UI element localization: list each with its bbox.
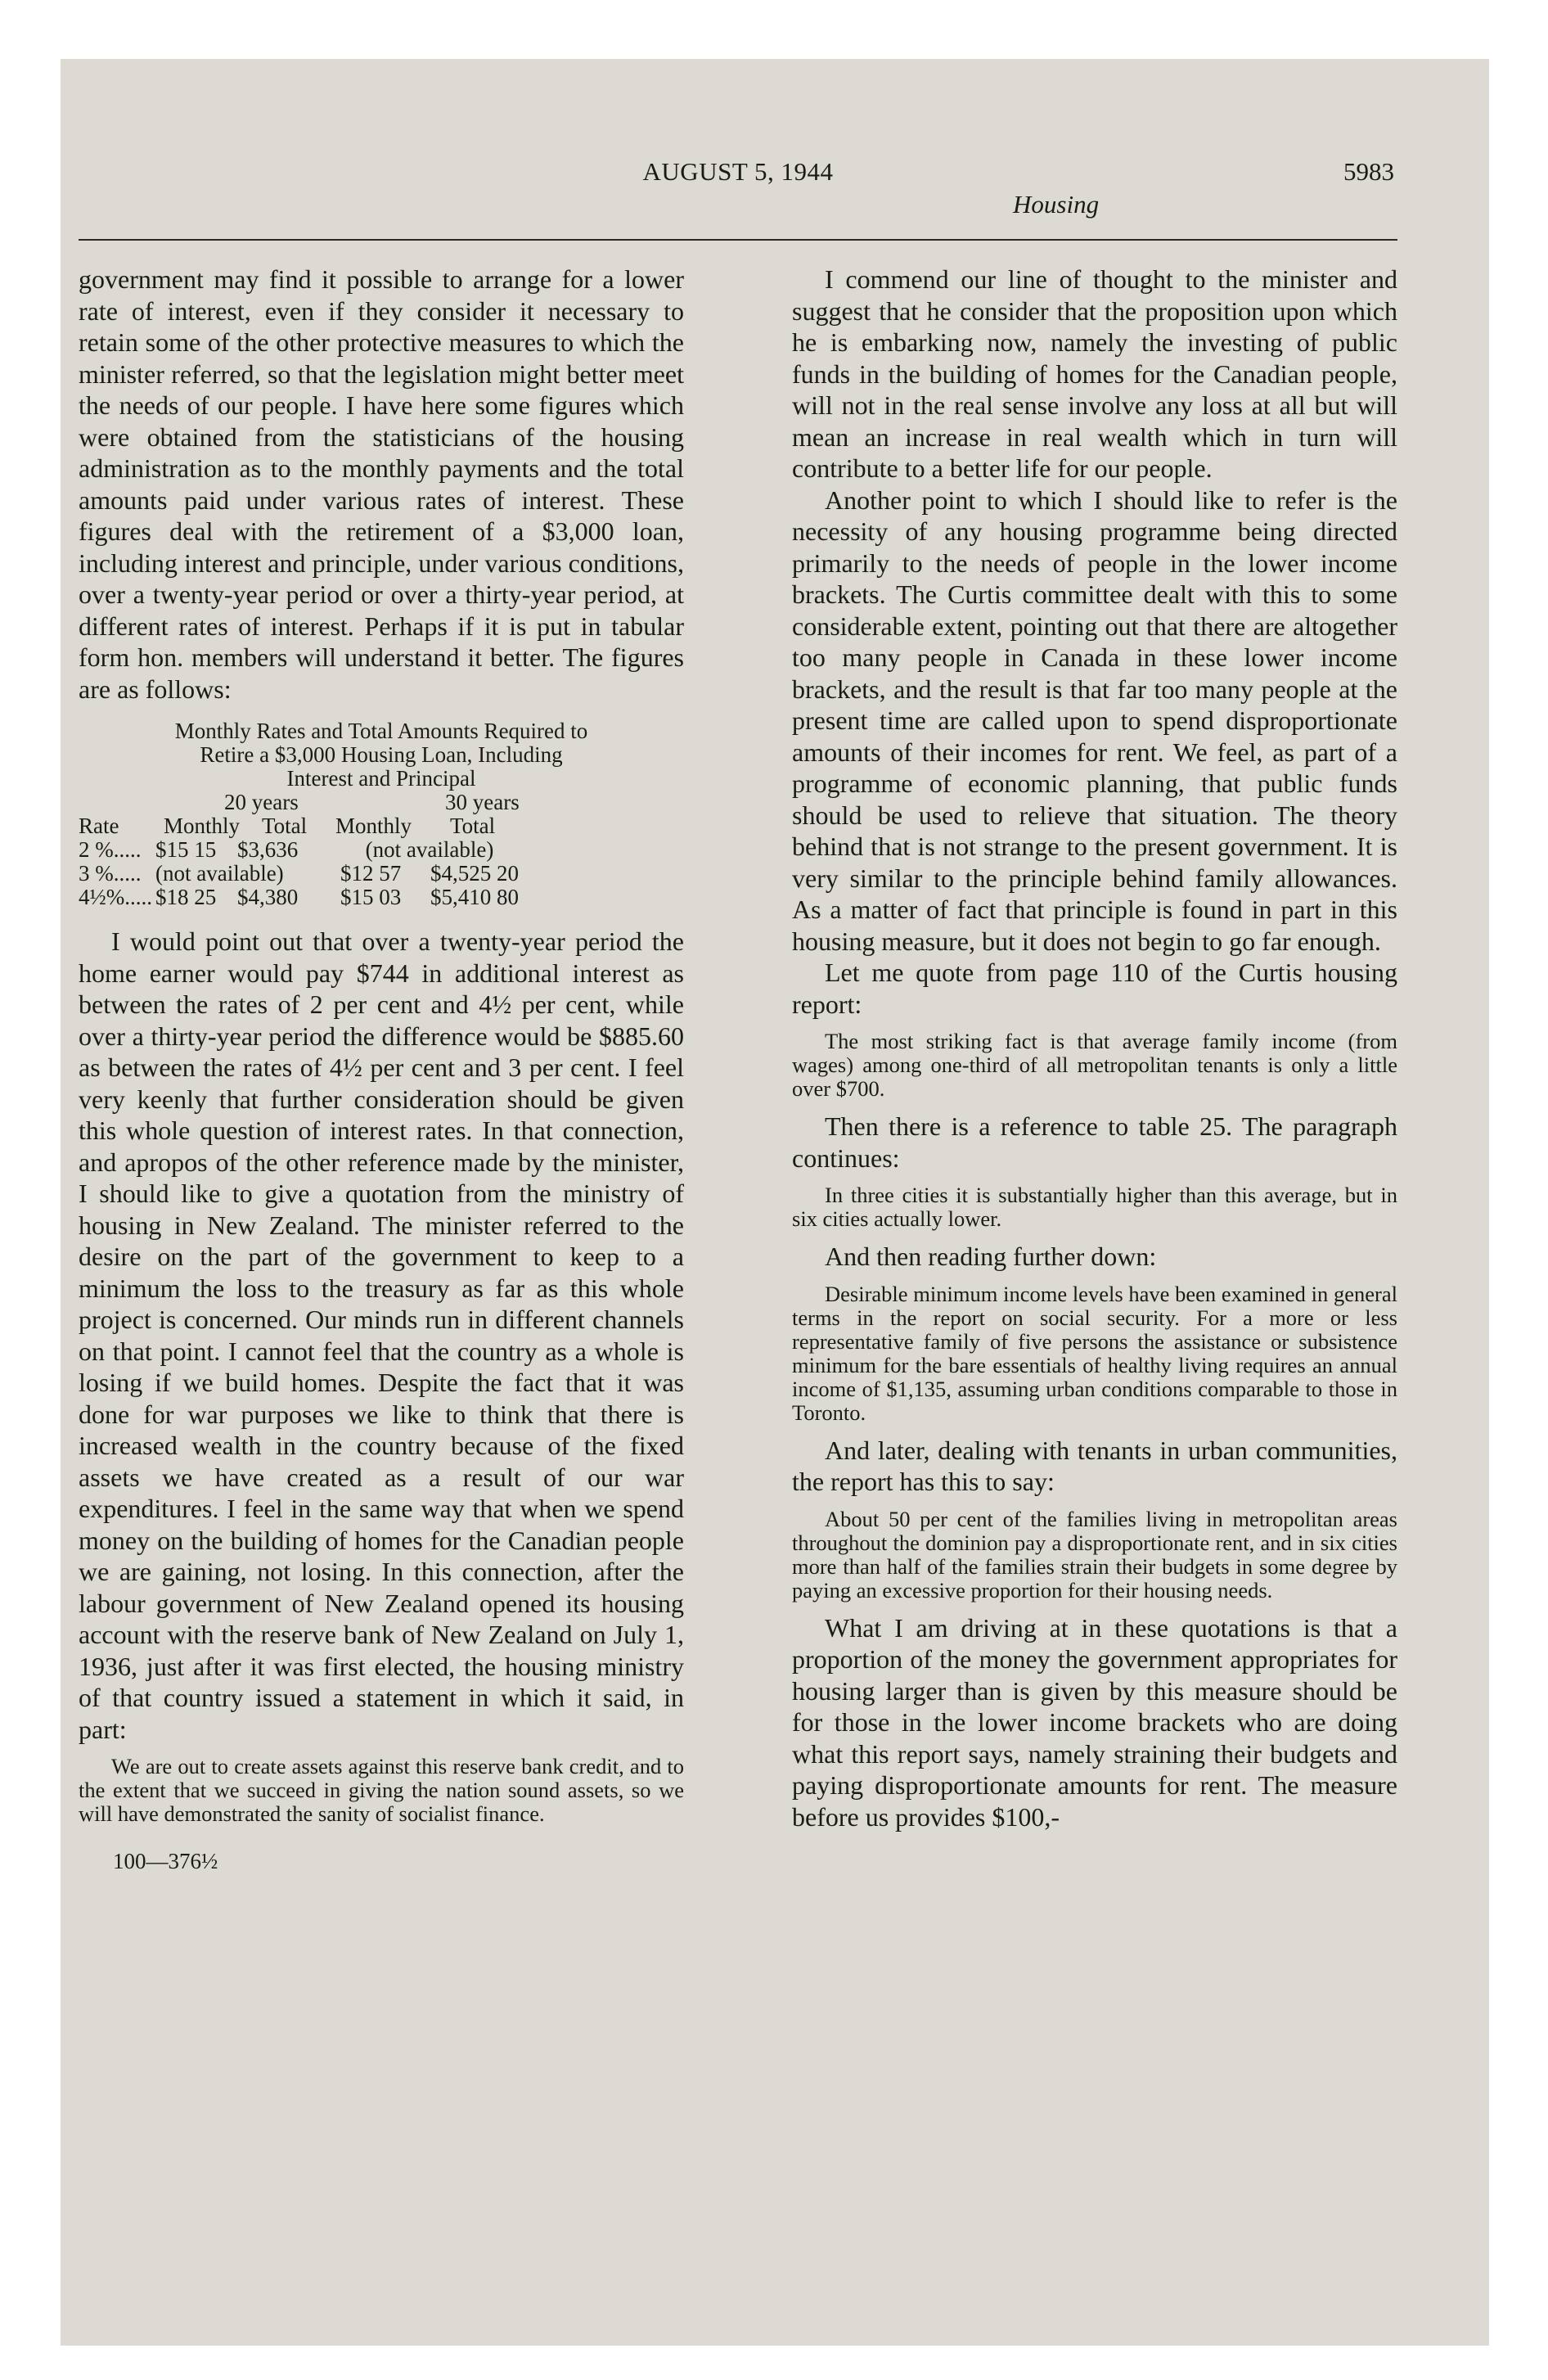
paragraph: I would point out that over a twenty-year period the home earner would pay $744 in additional interest as between the rates of 2 per cent and 4½ per cent, while over a thirty-year period the difference would be $885.60 as between the rates of 4½ per cent and 3 per cent. I feel very keenly that further consideration should be given this whole question of interest rates. In that connection, and apropos of the other reference made by the minister, I should like to give a quotation from the ministry of housing in New Zealand. The minister referred to the desire on the part of the government to keep to a minimum the loss to the treasury as far as this whole project is concerned. Our minds run in different channels on that point. I cannot feel that the country as a whole is losing if we build homes. Despite the fact that it was done for war purposes we like to think that there is increased wealth in the country because of the fixed assets we have created as a result of our war expenditures. I feel in the same way that when we spend money on the building of homes for the Canadian people we are gaining, not losing. In this connection, after the labour government of New Zealand opened its housing account with the reserve bank of New Zealand on July 1, 1936, just after it was first elected, the housing ministry of that country issued a statement in which it said, in part: [79, 926, 684, 1744]
table-cell-total-20: $4,380 [237, 885, 299, 909]
table-title-line: Interest and Principal [286, 766, 476, 791]
table-cell-total-20: $3,636 [237, 837, 299, 862]
paragraph: Then there is a reference to table 25. The paragraph continues: [792, 1111, 1397, 1173]
paragraph: What I am driving at in these quotations is that a proportion of the money the government appropriates for housing larger than is given by this measure should be for those in the lower income brackets who are doing what this report says, namely straining their budgets and paying disproportionate amounts for rent. The measure before us provides $100,- [792, 1612, 1397, 1832]
table-title-line: Retire a $3,000 Housing Loan, Including [200, 742, 563, 767]
col-header-total-20: Total [262, 814, 308, 838]
table-cell-total-30: $5,410 80 [430, 885, 519, 909]
printer-signature-mark: 100—376½ [113, 1849, 218, 1873]
block-quote: About 50 per cent of the families living in metropolitan areas throughout the dominion pay a disproportionate rent, and in six cities more than half of the families strain their budgets in some degree by paying an excessive proportion for their housing needs. [792, 1506, 1397, 1602]
paragraph: Let me quote from page 110 of the Curtis housing report: [792, 958, 1397, 1019]
table-cell-rate: 4½%..... [79, 885, 152, 909]
block-quote: The most striking fact is that average family income (from wages) among one-third of all metropolitan tenants is only a little over $700. [792, 1029, 1397, 1101]
paragraph: government may find it possible to arrange for a lower rate of interest, even if they consider it necessary to retain some of the other protective measures to which the minister referred, so that the legislation might better meet the needs of our people. I have here some figures which were obtained from the statisticians of the housing administration as to the monthly payments and the total amounts paid under various rates of interest. These figures deal with the retirement of a $3,000 loan, including interest and principle, under various conditions, over a twenty-year period or over a thirty-year period, at different rates of interest. Perhaps if it is put in tabular form hon. members will understand it better. The figures are as follows: [79, 264, 684, 704]
period-20-years: 20 years [224, 790, 299, 814]
paragraph: And later, dealing with tenants in urban communities, the report has this to say: [792, 1435, 1397, 1496]
table-cell-not-available-20: (not available) [155, 861, 284, 886]
table-cell-rate: 3 %..... [79, 861, 142, 886]
loan-rates-table [79, 719, 684, 909]
table-cell-monthly-20: $18 25 [155, 885, 217, 909]
block-quote: In three cities it is substantially higher than this average, but in six cities actually lower. [792, 1183, 1397, 1231]
table-cell-monthly-30: $15 03 [340, 885, 402, 909]
col-header-monthly-30: Monthly [335, 814, 412, 838]
table-period-headers [224, 791, 684, 814]
document-page [79, 90, 1397, 2259]
table-cell-not-available-30: (not available) [365, 837, 494, 862]
header-date: AUGUST 5, 1944 [642, 157, 834, 186]
paragraph: I commend our line of thought to the minister and suggest that he consider that the proposition upon which he is embarking now, namely the investing of public funds in the building of homes for the Canadian people, will not in the real sense involve any loss at all but will mean an increase in real wealth which in turn will contribute to a better life for our people. [792, 264, 1397, 483]
table-cell-total-30: $4,525 20 [430, 861, 519, 886]
table-cell-rate: 2 %..... [79, 837, 142, 862]
paragraph: Another point to which I should like to refer is the necessity of any housing programme being directed primarily to the needs of people in the lower income brackets. The Curtis committee dealt with this to some considerable extent, pointing out that there are altogether too many people in Canada in these lower income brackets, and the result is that far too many people at the present time are called upon to spend disproportionate amounts of their incomes for rent. We feel, as part of a programme of economic planning, that public funds should be used to relieve that situation. The theory behind that is not strange to the present government. It is very similar to the principle behind family allowances. As a matter of fact that principle is found in part in this housing measure, but it does not begin to go far enough. [792, 485, 1397, 956]
paragraph: And then reading further down: [825, 1242, 1157, 1271]
period-30-years: 30 years [445, 790, 520, 814]
table-grid [79, 814, 684, 909]
block-quote: We are out to create assets against this reserve bank credit, and to the extent that we succeed in giving the nation sound assets, so we will have demonstrated the sanity of socialist finance. [79, 1754, 684, 1826]
left-column [79, 264, 684, 1877]
block-quote: Desirable minimum income levels have been examined in general terms in the report on social security. For a more or less representative family of five persons the assistance or subsistence minimum for the bare essentials of healthy living requires an annual income of $1,135, assuming urban conditions comparable to those in Toronto. [792, 1281, 1397, 1425]
col-header-monthly-20: Monthly [164, 814, 241, 838]
table-cell-monthly-20: $15 15 [155, 837, 217, 862]
col-header-rate: Rate [79, 814, 119, 838]
page-number: 5983 [1343, 157, 1394, 186]
header-rule [79, 239, 1397, 241]
right-column [792, 264, 1397, 1832]
table-cell-monthly-30: $12 57 [340, 861, 402, 886]
running-header [79, 157, 1397, 223]
section-title: Housing [1013, 190, 1100, 219]
table-title-line: Monthly Rates and Total Amounts Required to [174, 719, 588, 743]
col-header-total-30: Total [450, 814, 496, 838]
